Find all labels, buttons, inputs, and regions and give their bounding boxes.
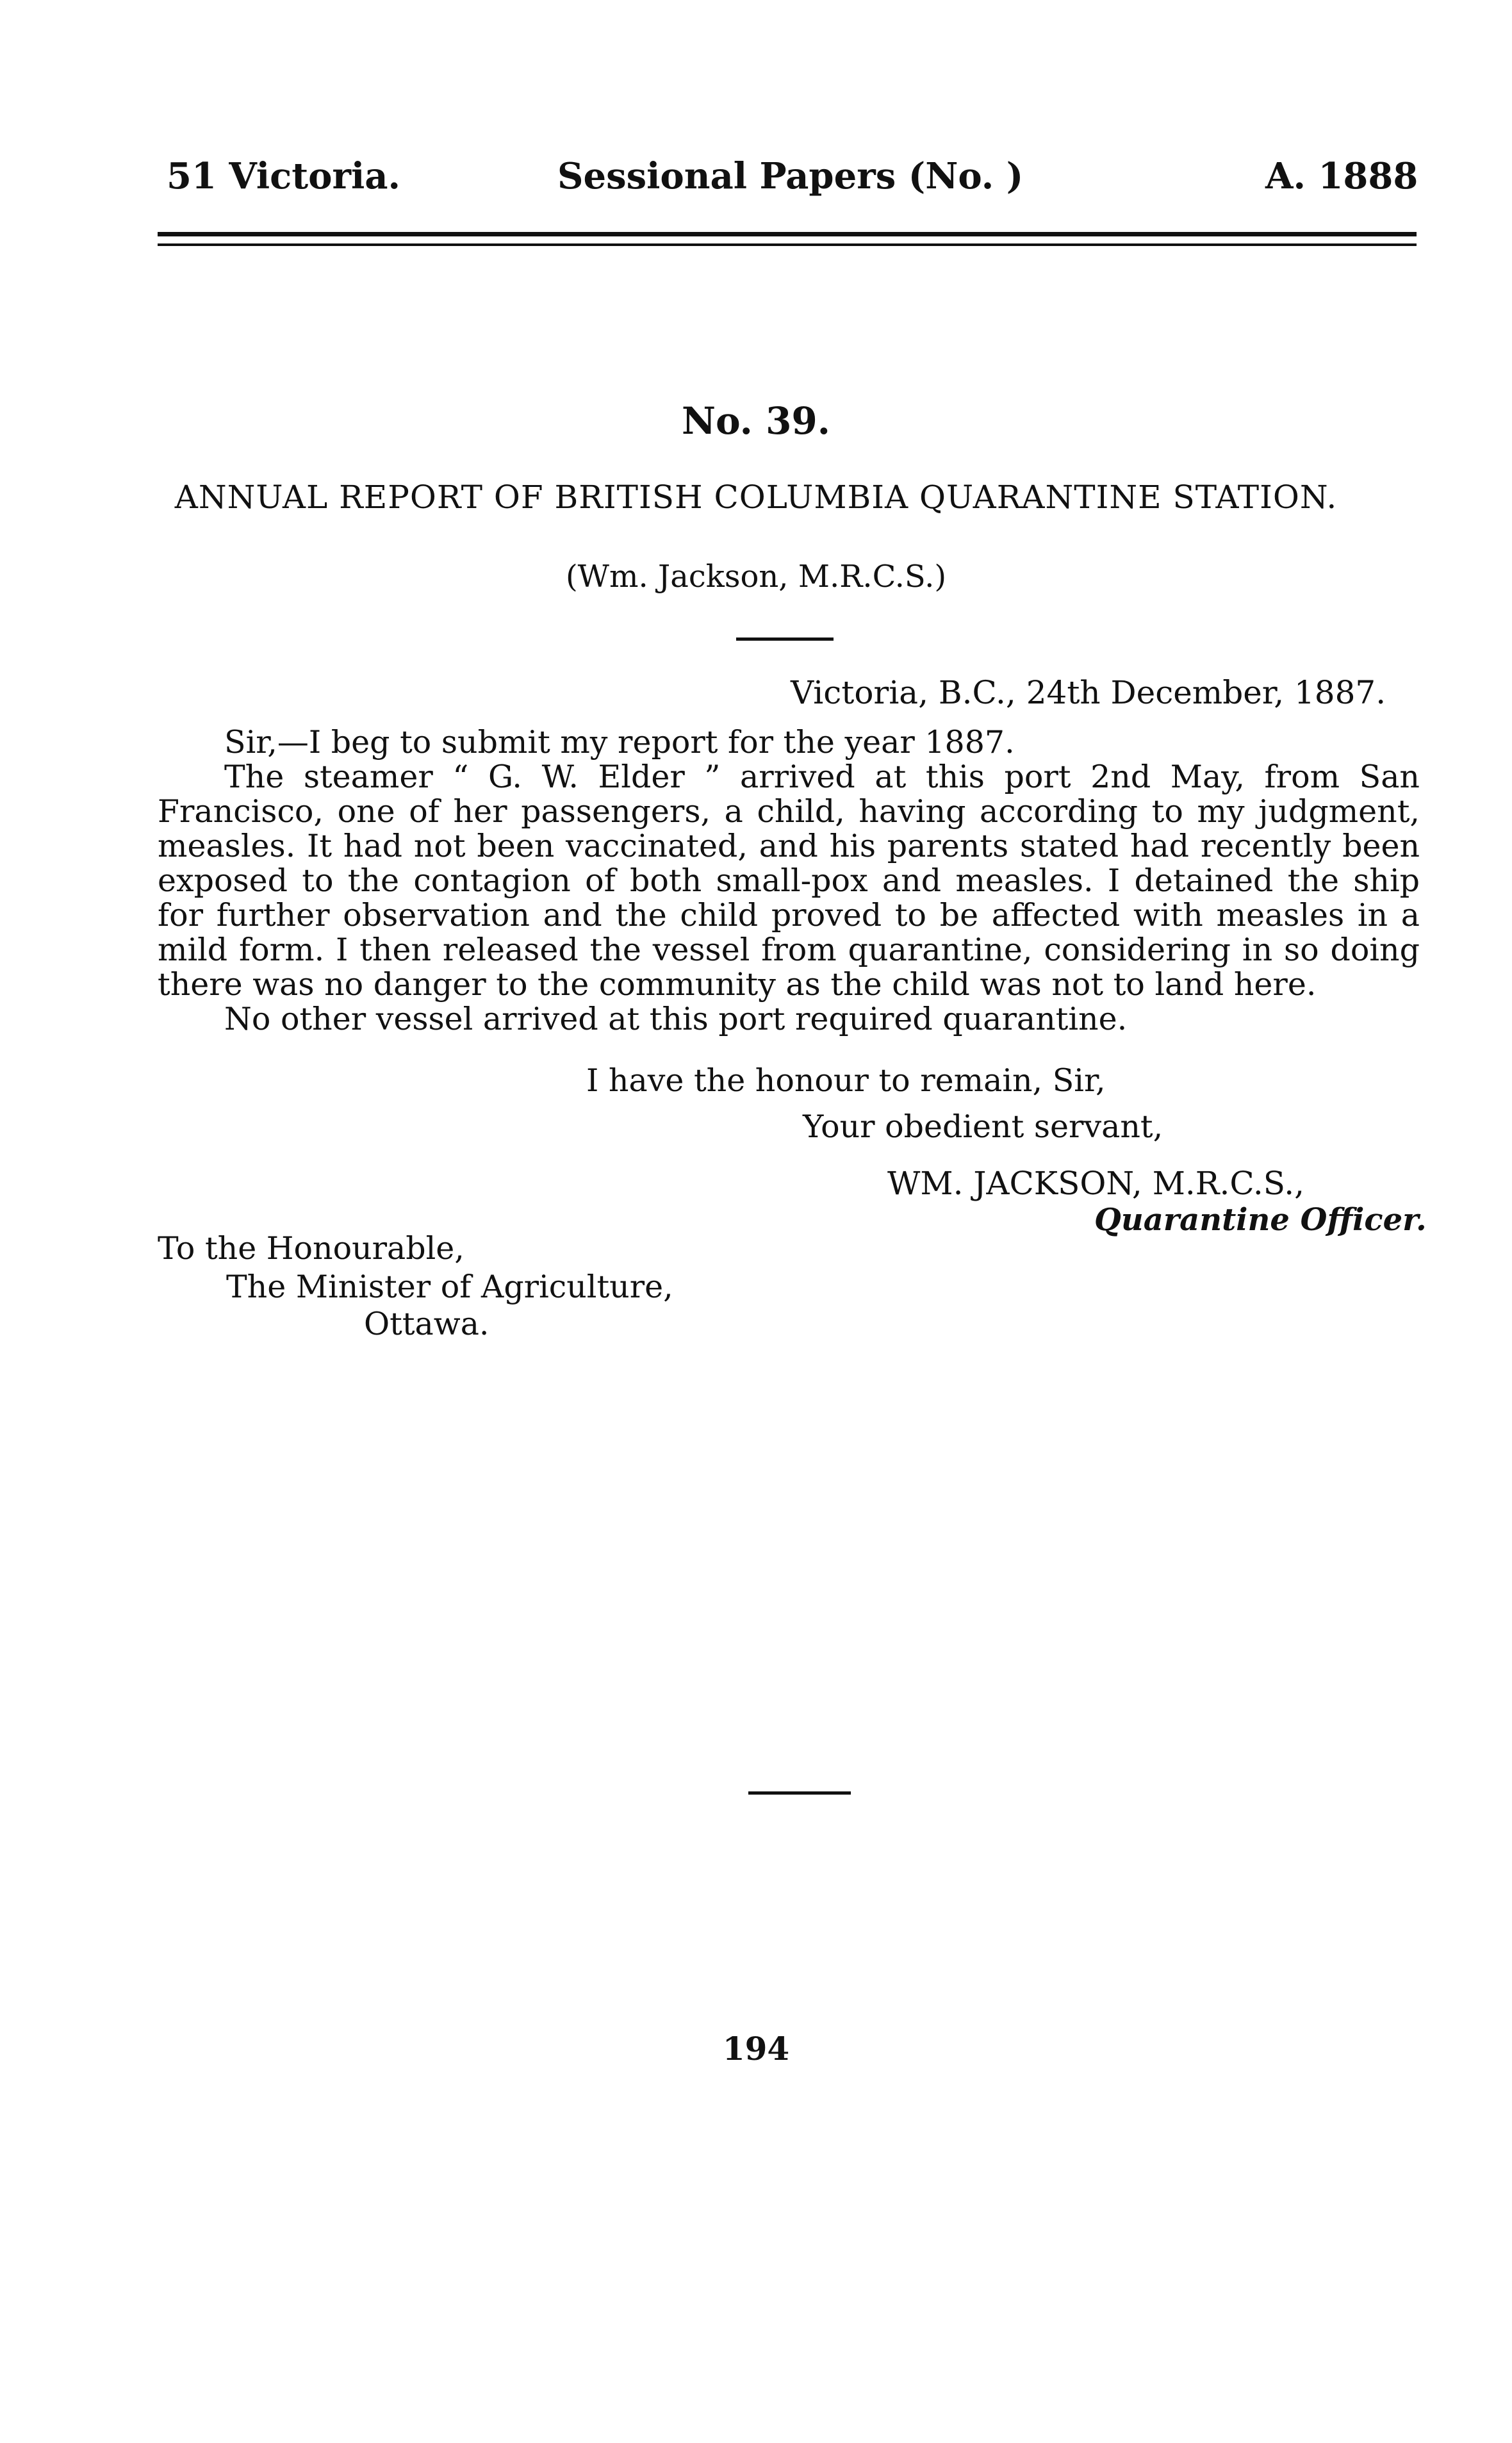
signer-name: WM. JACKSON, M.R.C.S., bbox=[887, 1165, 1304, 1202]
address-line-1: To the Honourable, bbox=[158, 1230, 464, 1267]
header-rule-thin bbox=[158, 243, 1417, 246]
address-line-3: Ottawa. bbox=[364, 1306, 489, 1342]
letter-dateline: Victoria, B.C., 24th December, 1887. bbox=[791, 674, 1386, 711]
letter-complimentary: Your obedient servant, bbox=[803, 1108, 1163, 1145]
report-title: ANNUAL REPORT OF BRITISH COLUMBIA QUARANTINE STATION. bbox=[174, 479, 1338, 516]
header-series: Sessional Papers (No. ) bbox=[557, 155, 1024, 197]
letter-paragraph: No other vessel arrived at this port required quarantine. bbox=[224, 1001, 1128, 1037]
header-volume: 51 Victoria. bbox=[167, 155, 401, 197]
header-rule-thick bbox=[158, 232, 1417, 236]
letter-closing: I have the honour to remain, Sir, bbox=[586, 1062, 1106, 1099]
report-number: No. 39. bbox=[682, 399, 830, 443]
page-number: 194 bbox=[722, 2030, 790, 2068]
address-line-2: The Minister of Agriculture, bbox=[226, 1269, 673, 1305]
letter-paragraph: Sir,—I beg to submit my report for the year 1887. bbox=[224, 724, 1015, 761]
header-year: A. 1888 bbox=[1265, 155, 1418, 197]
letter-paragraph: The steamer “ G. W. Elder ” arrived at this port 2nd May, from San Francisco, one of her passengers, a child, having according to my judgment, measles. It had not been vaccinated, and his parents stated had recently been exposed to the contagion of both small-pox and measles. I detained the ship for further observation and the child proved to be affected with measles in a mild form. I then released the vessel from quarantine, considering in so doing there was no danger to the community as the child was not to land here. bbox=[158, 759, 1420, 1003]
end-divider bbox=[748, 1791, 851, 1795]
running-header bbox=[0, 155, 1512, 213]
title-divider bbox=[736, 637, 834, 641]
report-author: (Wm. Jackson, M.R.C.S.) bbox=[565, 559, 947, 595]
signer-title: Quarantine Officer. bbox=[1094, 1202, 1427, 1238]
